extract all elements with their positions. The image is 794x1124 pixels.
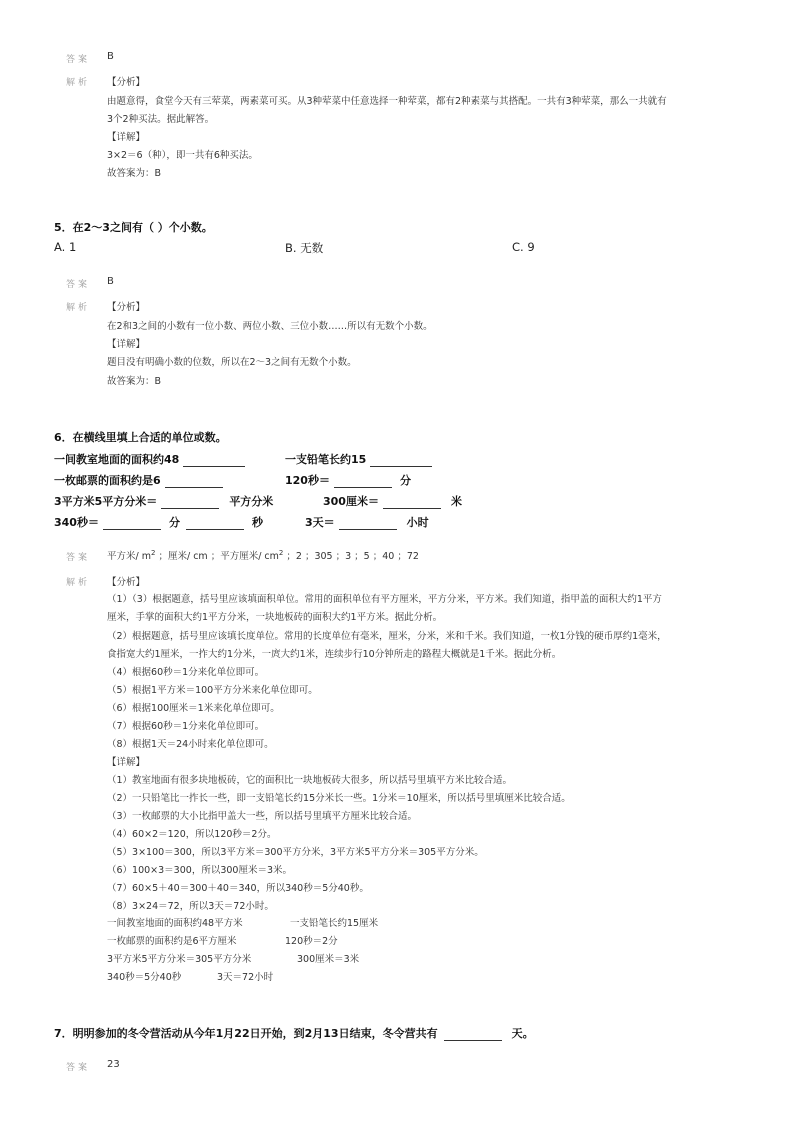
blank-line[interactable] <box>186 518 244 530</box>
analysis-line: （8）根据1天＝24小时来化单位即可。 <box>107 739 274 750</box>
answer-value: B <box>107 276 114 287</box>
blank-line[interactable] <box>103 518 161 530</box>
blank-line[interactable] <box>383 497 441 509</box>
analysis-line: 由题意得，食堂今天有三荤菜，两素菜可买。从3种荤菜中任意选择一种荤菜，都有2种素菜与其搭配。一共有3种荤菜，那么一共就有 <box>107 96 667 107</box>
analysis-line: （5）根据1平方米＝100平方分米来化单位即可。 <box>107 685 318 696</box>
analysis-line: （2）根据题意，括号里应该填长度单位。常用的长度单位有毫米，厘米，分米，米和千米。我们知道，一枚1分钱的硬币厚约1毫米， <box>107 631 667 642</box>
analysis-tag: 解析 <box>66 578 91 588</box>
blank-line[interactable] <box>334 476 392 488</box>
option-c: C. 9 <box>512 240 535 254</box>
summary-line: 340秒＝5分40秒 <box>107 972 182 983</box>
analysis-tag: 解析 <box>66 78 91 88</box>
analysis-line: 3个2种买法。据此解答。 <box>107 114 215 125</box>
summary-line: 一支铅笔长约15厘米 <box>290 918 379 929</box>
fill-row-3b: 300厘米＝ 米 <box>323 495 462 508</box>
analysis-line: 3×2＝6（种），即一共有6种买法。 <box>107 150 258 161</box>
question-7: 7．明明参加的冬令营活动从今年1月22日开始，到2月13日结束，冬令营共有 天。 <box>54 1027 534 1040</box>
summary-line: 300厘米＝3米 <box>297 954 360 965</box>
analysis-line: 食指宽大约1厘米，一拃大约1分米，一庹大约1米，连续步行10分钟所走的路程大概就是1千米。据此分析。 <box>107 649 562 660</box>
analysis-line: （2）一只铅笔比一拃长一些，即一支铅笔长约15分米长一些。1分米＝10厘米，所以括号里填厘米比较合适。 <box>107 793 571 804</box>
summary-line: 一枚邮票的面积约是6平方厘米 <box>107 936 237 947</box>
answer-tag: 答案 <box>66 280 91 290</box>
analysis-tag: 解析 <box>66 303 91 313</box>
fill-row-2b: 120秒＝ 分 <box>285 474 411 487</box>
fill-row-1b: 一支铅笔长约15 <box>285 451 432 467</box>
summary-line: 3天＝72小时 <box>217 972 274 983</box>
analysis-line: （5）3×100＝300，所以3平方米＝300平方分米，3平方米5平方分米＝305平方分米。 <box>107 847 484 858</box>
answer-tag: 答案 <box>66 55 91 65</box>
summary-line: 3平方米5平方分米＝305平方分米 <box>107 954 252 965</box>
analysis-line: （6）根据100厘米＝1米来化单位即可。 <box>107 703 280 714</box>
fill-row-4b: 3天＝ 小时 <box>305 516 429 529</box>
analysis-line: （6）100×3＝300，所以300厘米＝3米。 <box>107 865 292 876</box>
blank-line[interactable] <box>165 476 223 488</box>
analysis-line: 【分析】 <box>107 577 146 588</box>
blank-line[interactable] <box>444 1029 502 1041</box>
fill-row-1a: 一间教室地面的面积约48 <box>54 451 245 467</box>
analysis-line: （7）根据60秒＝1分来化单位即可。 <box>107 721 265 732</box>
blank-line[interactable] <box>183 455 245 467</box>
analysis-line: （4）根据60秒＝1分来化单位即可。 <box>107 667 265 678</box>
blank-line[interactable] <box>161 497 219 509</box>
answer-value: 23 <box>107 1059 120 1070</box>
analysis-line: 故答案为：B <box>107 168 162 179</box>
analysis-line: 在2和3之间的小数有一位小数、两位小数、三位小数……所以有无数个小数。 <box>107 321 433 332</box>
analysis-line: 【详解】 <box>107 132 146 143</box>
answer-value: 平方米/ $m^2$ ；厘米/ cm ；平方厘米/ $cm^2$ ；2 ；305 ；3 ；5 ；40 ；72 <box>107 548 419 562</box>
analysis-line: 故答案为：B <box>107 376 162 387</box>
analysis-line: （1）教室地面有很多块地板砖，它的面积比一块地板砖大很多，所以括号里填平方米比较合适。 <box>107 775 513 786</box>
fill-row-2a: 一枚邮票的面积约是6 <box>54 472 223 488</box>
analysis-line: 【分析】 <box>107 77 146 88</box>
analysis-line: 题目没有明确小数的位数，所以在2～3之间有无数个小数。 <box>107 357 357 368</box>
answer-tag: 答案 <box>66 553 91 563</box>
summary-line: 一间教室地面的面积约48平方米 <box>107 918 243 929</box>
analysis-line: （7）60×5＋40＝300＋40＝340，所以340秒＝5分40秒。 <box>107 883 369 894</box>
option-a: A. 1 <box>54 240 77 254</box>
fill-row-4a: 340秒＝ 分 秒 <box>54 516 263 529</box>
blank-line[interactable] <box>370 455 432 467</box>
analysis-line: （1）（3）根据题意，括号里应该填面积单位。常用的面积单位有平方厘米，平方分米，平方米。我们知道，指甲盖的面积大约1平方 <box>107 594 662 605</box>
summary-line: 120秒＝2分 <box>285 936 338 947</box>
question-5: 5．在2～3之间有（ ）个小数。 <box>54 221 213 234</box>
answer-value: B <box>107 51 114 62</box>
analysis-line: 【详解】 <box>107 757 146 768</box>
analysis-line: 【详解】 <box>107 339 146 350</box>
blank-line[interactable] <box>339 518 397 530</box>
answer-tag: 答案 <box>66 1063 91 1073</box>
analysis-line: 【分析】 <box>107 302 146 313</box>
analysis-line: 厘米，手掌的面积大约1平方分米，一块地板砖的面积大约1平方米。据此分析。 <box>107 612 443 623</box>
fill-row-3a: 3平方米5平方分米＝ 平方分米 <box>54 495 274 508</box>
analysis-line: （8）3×24＝72，所以3天＝72小时。 <box>107 901 274 912</box>
option-b: B. 无数 <box>285 241 324 255</box>
analysis-line: （3）一枚邮票的大小比指甲盖大一些，所以括号里填平方厘米比较合适。 <box>107 811 418 822</box>
analysis-line: （4）60×2＝120，所以120秒＝2分。 <box>107 829 277 840</box>
question-6: 6．在横线里填上合适的单位或数。 <box>54 431 227 444</box>
